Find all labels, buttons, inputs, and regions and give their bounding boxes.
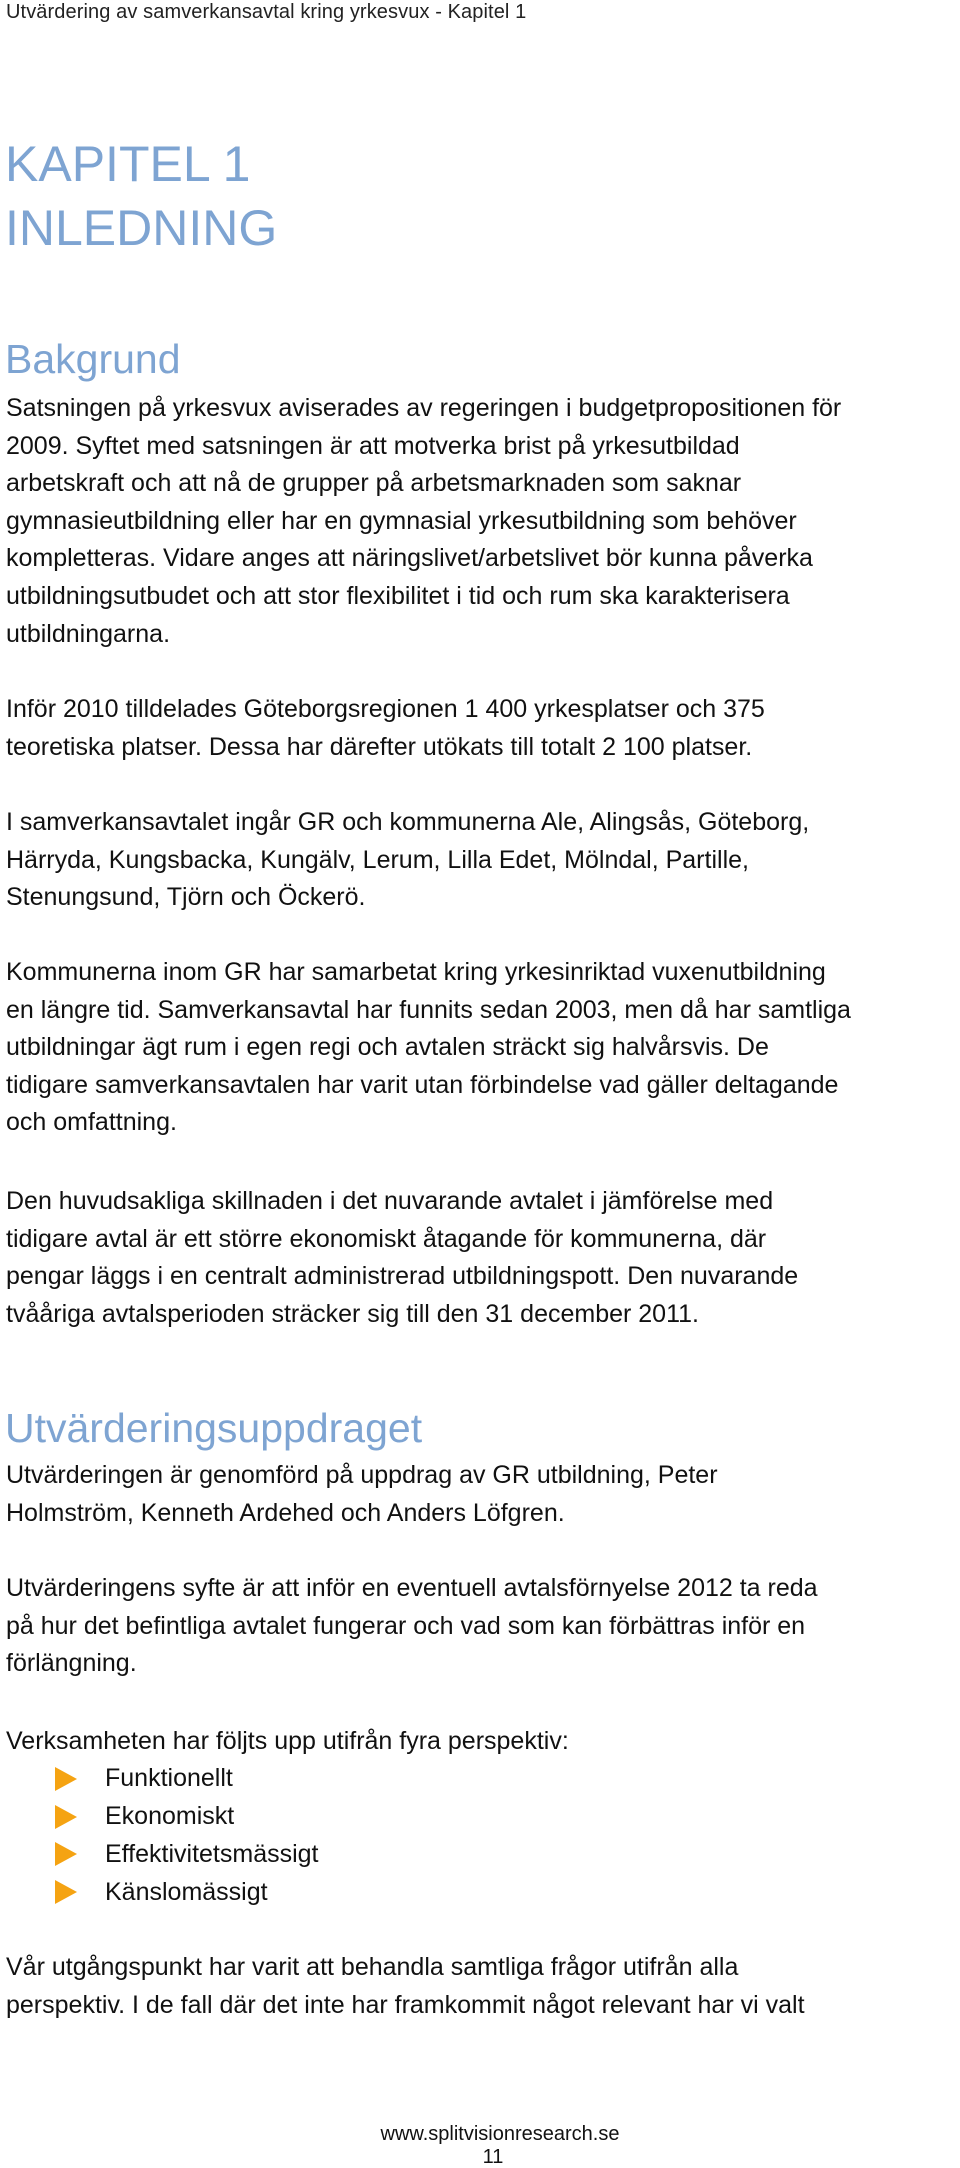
paragraph-line: Kommunerna inom GR har samarbetat kring yrkesinriktad vuxenutbildning (6, 958, 826, 986)
paragraph-line: en längre tid. Samverkansavtal har funnits sedan 2003, men då har samtliga (6, 995, 851, 1024)
list-item-label: Funktionellt (105, 1764, 233, 1793)
page-number-text: 11 (482, 2146, 504, 2168)
list-item-label: Känslomässigt (105, 1877, 268, 1906)
section-heading-bakgrund: Bakgrund (5, 336, 181, 382)
paragraph-line: Holmström, Kenneth Ardehed och Anders Löfgren. (6, 1498, 565, 1527)
paragraph-line: Härryda, Kungsbacka, Kungälv, Lerum, Lilla Edet, Mölndal, Partille, (6, 845, 749, 874)
paragraph-bakgrund-5 (6, 1183, 956, 1333)
paragraph-line: Den huvudsakliga skillnaden i det nuvarande avtalet i jämförelse med (6, 1187, 774, 1215)
paragraph-line: gymnasieutbildning eller har en gymnasial yrkesutbildning som behöver (6, 506, 797, 535)
paragraph-line: teoretiska platser. Dessa har därefter utökats till totalt 2 100 platser. (6, 732, 753, 761)
paragraph-bakgrund-2 (6, 691, 956, 766)
paragraph-line: Utvärderingen är genomförd på uppdrag av GR utbildning, Peter (6, 1461, 718, 1489)
paragraph-line: Satsningen på yrkesvux aviserades av regeringen i budgetpropositionen för (6, 394, 842, 422)
paragraph-line: utbildningsutbudet och att stor flexibilitet i tid och rum ska karakterisera (6, 581, 790, 610)
paragraph-bakgrund-4 (6, 954, 956, 1142)
paragraph-line: Inför 2010 tilldelades Göteborgsregionen 1 400 yrkesplatser och 375 (6, 695, 765, 723)
paragraph-line: utbildningar ägt rum i egen regi och avtalen sträckt sig halvårsvis. De (6, 1033, 769, 1062)
bullet-arrow-icon (55, 1842, 77, 1866)
paragraph-line: pengar läggs i en centralt administrerad utbildningspott. Den nuvarande (6, 1262, 799, 1291)
paragraph-line: perspektiv. I de fall där det inte har framkommit något relevant har vi valt (6, 1990, 805, 2019)
paragraph-line: kompletteras. Vidare anges att näringslivet/arbetslivet bör kunna påverka (6, 544, 813, 573)
paragraph-bakgrund-1 (6, 390, 956, 653)
list-item (55, 1798, 319, 1836)
paragraph-line: tidigare avtal är ett större ekonomiskt åtagande för kommunerna, där (6, 1224, 767, 1253)
paragraph-line: på hur det befintliga avtalet fungerar och vad som kan förbättras inför en (6, 1611, 806, 1640)
paragraph-line: Stenungsund, Tjörn och Öckerö. (6, 883, 366, 912)
chapter-number: KAPITEL 1 (5, 136, 251, 192)
paragraph-uppdraget-4 (6, 1949, 956, 2024)
page-number (0, 2146, 960, 2168)
list-item (55, 1836, 319, 1874)
chapter-name: INLEDNING (5, 200, 278, 256)
paragraph-line: Verksamheten har följts upp utifrån fyra perspektiv: (6, 1727, 569, 1755)
list-item-label: Effektivitetsmässigt (105, 1839, 319, 1868)
list-item (55, 1760, 319, 1798)
paragraph-line: utbildningarna. (6, 619, 171, 648)
paragraph-line: tvååriga avtalsperioden sträcker sig till den 31 december 2011. (6, 1299, 699, 1328)
paragraph-line: arbetskraft och att nå de grupper på arbetsmarknaden som saknar (6, 469, 742, 498)
paragraph-uppdraget-2 (6, 1570, 956, 1683)
running-header: Utvärdering av samverkansavtal kring yrkesvux - Kapitel 1 (6, 1, 527, 23)
bullet-arrow-icon (55, 1880, 77, 1904)
paragraph-line: Vår utgångspunkt har varit att behandla samtliga frågor utifrån alla (6, 1953, 739, 1981)
footer-url-text: www.splitvisionresearch.se (380, 2123, 620, 2145)
paragraph-uppdraget-3 (6, 1723, 956, 1761)
bullet-arrow-icon (55, 1767, 77, 1791)
list-item-label: Ekonomiskt (105, 1802, 235, 1831)
paragraph-line: förlängning. (6, 1649, 137, 1678)
chapter-title (5, 132, 277, 260)
perspectives-list (55, 1760, 319, 1911)
section-heading-utvarderingsuppdraget: Utvärderingsuppdraget (5, 1405, 423, 1451)
bullet-arrow-icon (55, 1805, 77, 1829)
paragraph-line: och omfattning. (6, 1108, 177, 1137)
paragraph-line: I samverkansavtalet ingår GR och kommunerna Ale, Alingsås, Göteborg, (6, 808, 810, 836)
paragraph-line: 2009. Syftet med satsningen är att motverka brist på yrkesutbildad (6, 431, 740, 460)
paragraph-bakgrund-3 (6, 804, 956, 917)
footer-url (0, 2122, 960, 2146)
paragraph-line: tidigare samverkansavtalen har varit utan förbindelse vad gäller deltagande (6, 1070, 839, 1099)
paragraph-uppdraget-1 (6, 1457, 956, 1532)
paragraph-line: Utvärderingens syfte är att inför en eventuell avtalsförnyelse 2012 ta reda (6, 1574, 818, 1602)
list-item (55, 1873, 319, 1911)
